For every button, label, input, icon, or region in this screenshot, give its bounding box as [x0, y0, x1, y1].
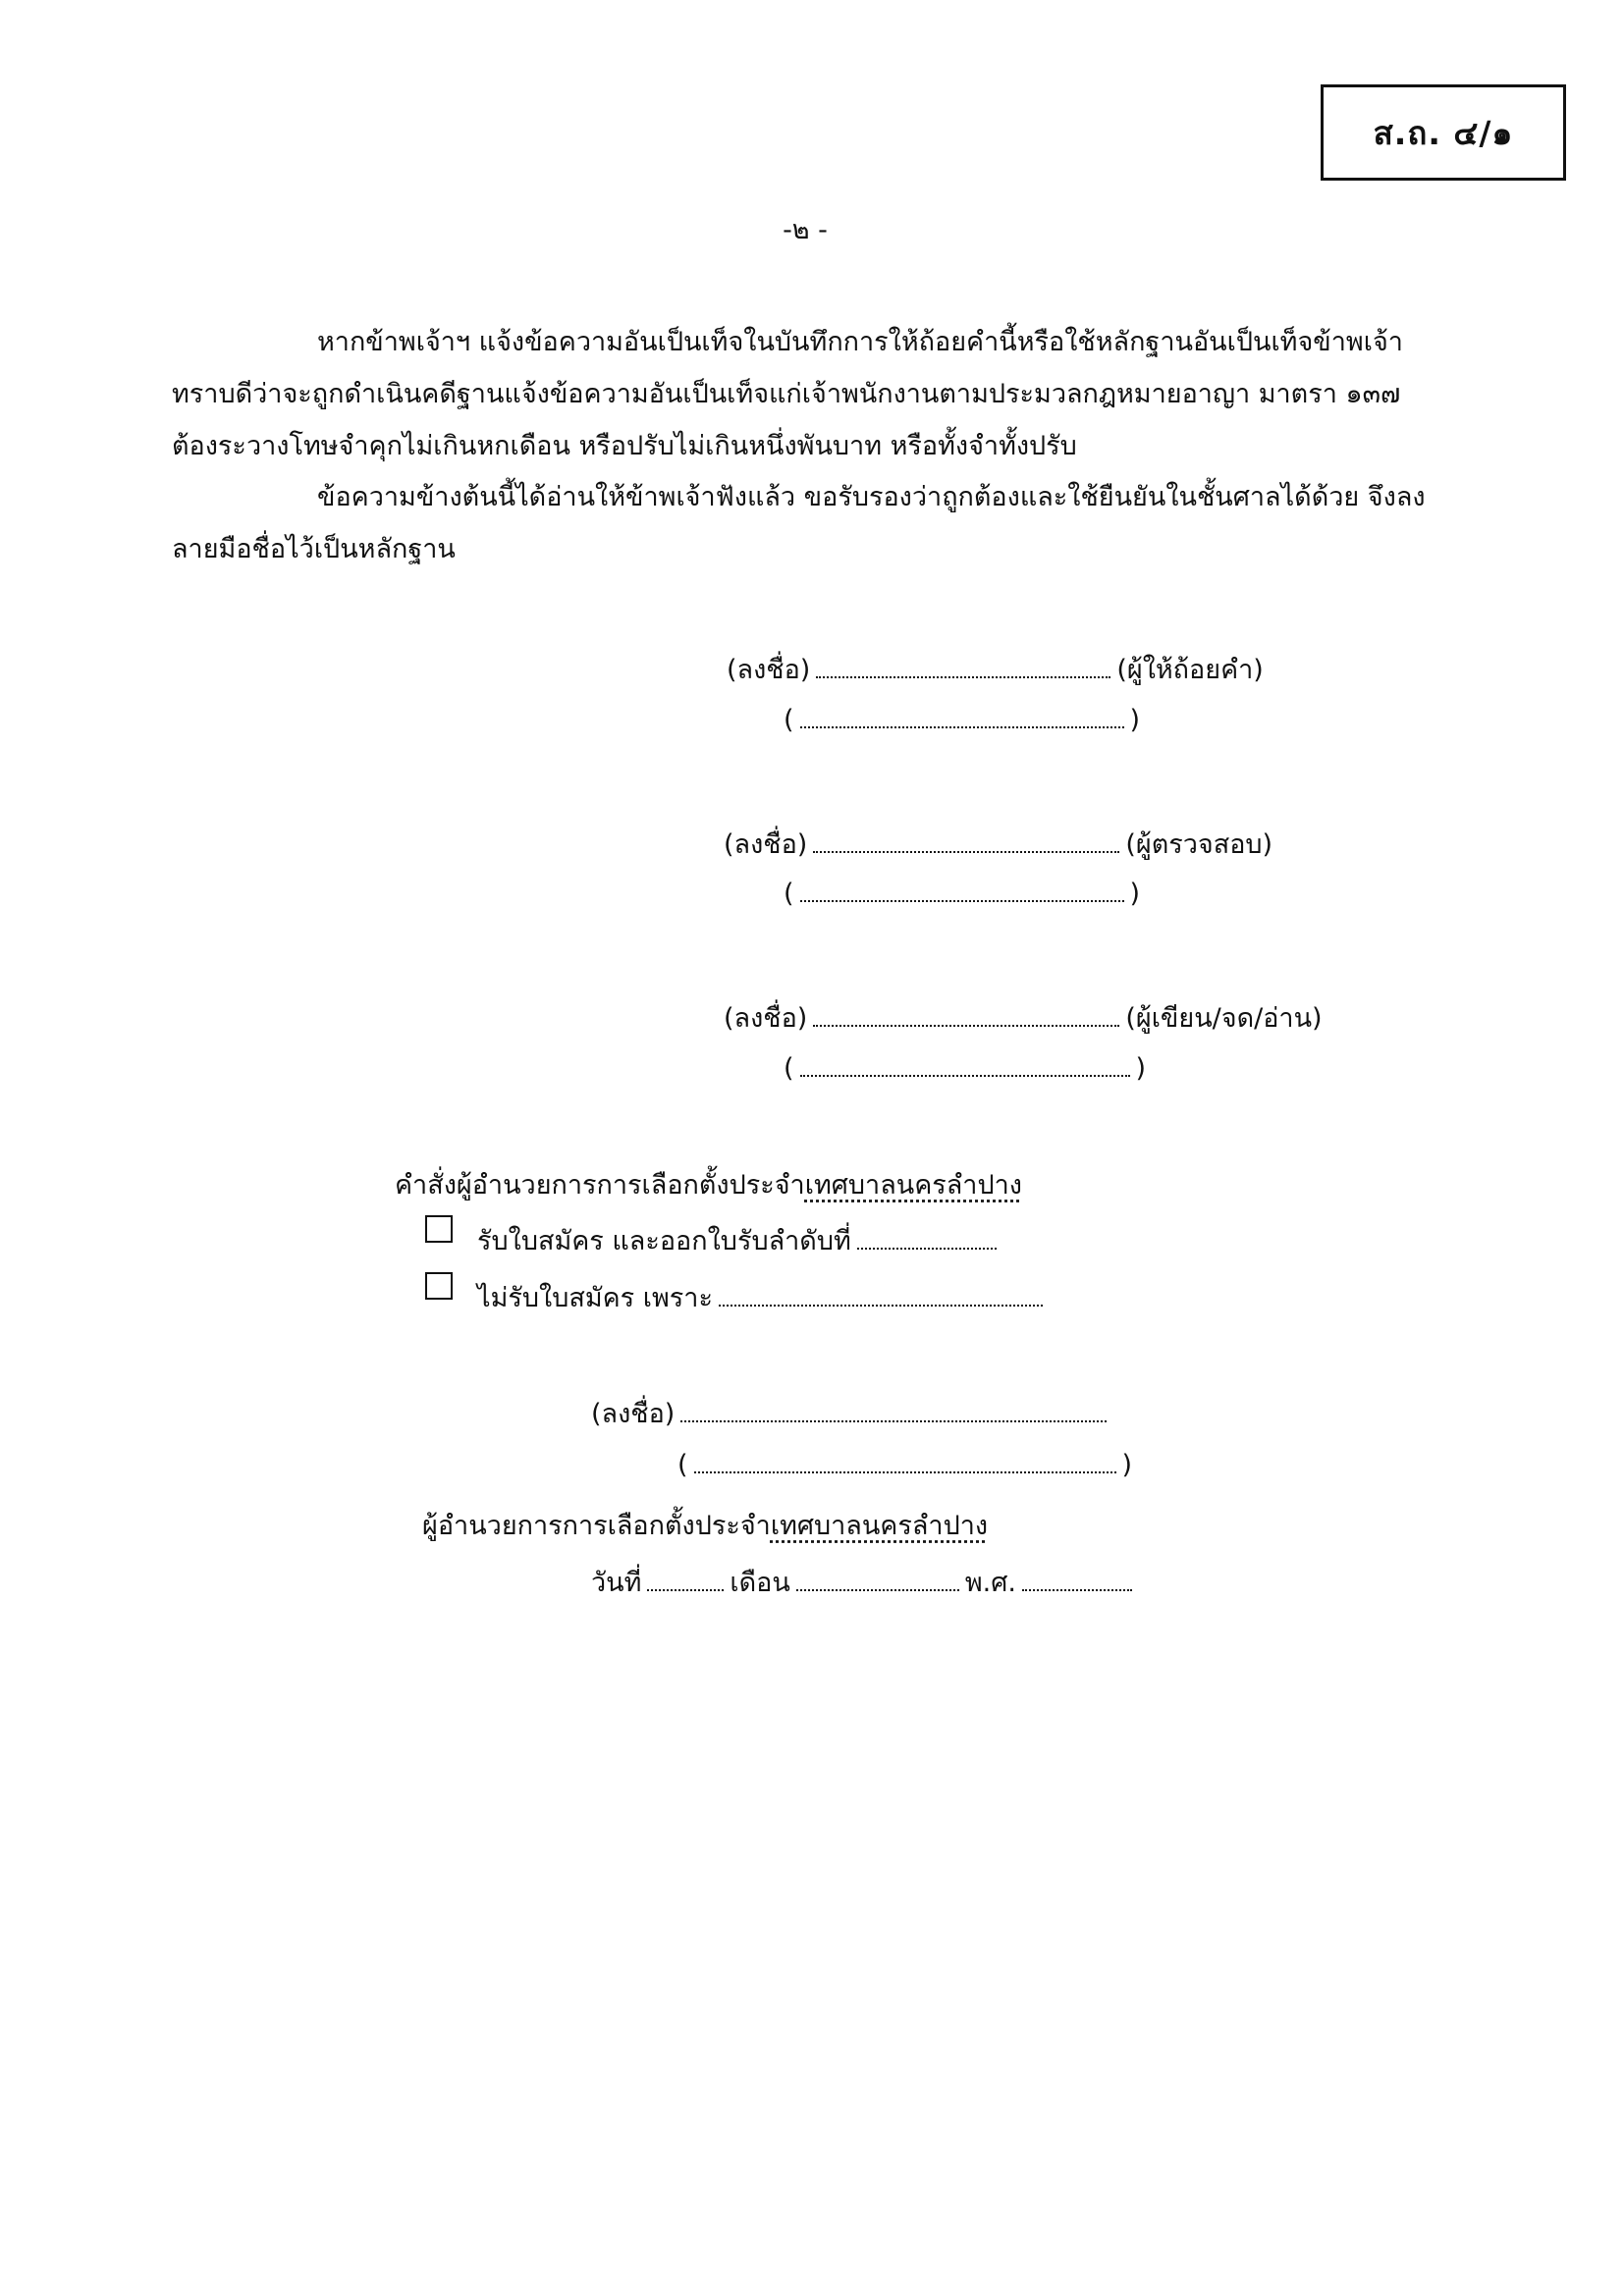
accept-option-line: รับใบสมัคร และออกใบรับลำดับที่	[477, 1219, 1002, 1261]
signature-field[interactable]	[816, 657, 1110, 678]
printed-name-field[interactable]	[800, 1055, 1130, 1077]
form-code: ส.ถ. ๔/๑	[1373, 113, 1514, 152]
director-date-line: วันที่ เดือน พ.ศ.	[591, 1561, 1138, 1603]
director-printed-name-line: ( )	[677, 1450, 1133, 1480]
printed-name-line-inspector: ( )	[784, 879, 1141, 909]
page-number: -๒ -	[783, 215, 828, 245]
printed-name-field[interactable]	[800, 707, 1124, 728]
order-heading: คำสั่งผู้อำนวยการการเลือกตั้งประจำเทศบาลนครลำปาง	[395, 1170, 1022, 1201]
director-printed-name-field[interactable]	[694, 1452, 1116, 1473]
sequence-number-field[interactable]	[857, 1228, 997, 1250]
director-signature-field[interactable]	[680, 1401, 1107, 1422]
printed-name-field[interactable]	[800, 881, 1124, 902]
paragraph-certification: ข้อความข้างต้นนี้ได้อ่านให้ข้าพเจ้าฟังแล้ว ขอรับรองว่าถูกต้องและใช้ยืนยันในชั้นศาลได้ด้วย จึงลงลายมือชื่อไว้เป็นหลักฐาน	[172, 482, 1426, 564]
date-month-field[interactable]	[796, 1570, 959, 1591]
reject-checkbox[interactable]	[425, 1272, 453, 1300]
signature-line-writer: (ลงชื่อ) (ผู้เขียน/จด/อ่าน)	[724, 1003, 1323, 1034]
form-code-box	[1321, 84, 1566, 181]
signature-line-statement-giver: (ลงชื่อ) (ผู้ให้ถ้อยคำ)	[727, 655, 1264, 685]
director-signature-line: (ลงชื่อ)	[591, 1392, 1112, 1434]
signature-field[interactable]	[813, 831, 1119, 853]
signature-line-inspector: (ลงชื่อ) (ผู้ตรวจสอบ)	[724, 829, 1273, 860]
printed-name-line-writer: ( )	[784, 1053, 1147, 1084]
reject-option-line: ไม่รับใบสมัคร เพราะ	[477, 1276, 1049, 1318]
director-title: ผู้อำนวยการการเลือกตั้งประจำเทศบาลนครลำปาง	[422, 1511, 989, 1541]
paragraph-false-statement-warning: หากข้าพเจ้าฯ แจ้งข้อความอันเป็นเท็จในบันทึกการให้ถ้อยคำนี้หรือใช้หลักฐานอันเป็นเท็จข้าพเจ้าทราบดีว่าจะถูกดำเนินคดีฐานแจ้งข้อความอันเป็นเท็จแก่เจ้าพนักงานตามประมวลกฎหมายอาญา มาตรา ๑๓๗ ต้องระวางโทษจำคุกไม่เกินหกเดือน หรือปรับไม่เกินหนึ่งพันบาท หรือทั้งจำทั้งปรับ	[172, 327, 1403, 461]
signature-field[interactable]	[813, 1005, 1119, 1027]
date-day-field[interactable]	[647, 1570, 724, 1591]
printed-name-line-statement-giver: ( )	[784, 705, 1141, 735]
reject-reason-field[interactable]	[719, 1285, 1043, 1307]
accept-checkbox[interactable]	[425, 1215, 453, 1243]
date-year-field[interactable]	[1022, 1570, 1132, 1591]
